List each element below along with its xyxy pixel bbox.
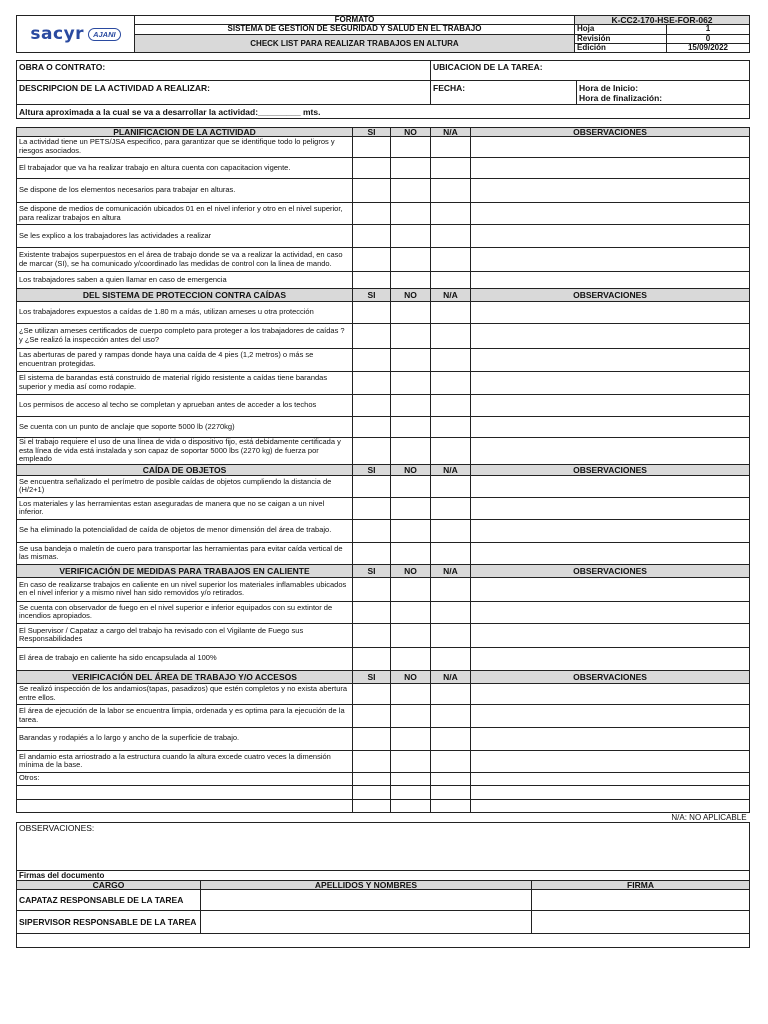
checklist-item-text: Se ha eliminado la potencialidad de caída de objetos de menor dimensión del área de trabajo. — [17, 519, 353, 542]
observation-cell[interactable] — [471, 417, 750, 438]
na-checkbox[interactable] — [431, 475, 471, 497]
checklist-row — [17, 799, 750, 812]
si-checkbox[interactable] — [353, 542, 391, 564]
hoja-value: 1 — [667, 25, 750, 34]
na-checkbox[interactable] — [431, 302, 471, 324]
supervisor-signature-field[interactable] — [532, 911, 750, 934]
checklist-row — [17, 179, 750, 203]
si-checkbox[interactable] — [353, 324, 391, 349]
si-checkbox[interactable] — [353, 647, 391, 670]
col-obs-header: OBSERVACIONES — [471, 289, 750, 302]
fecha-label: FECHA: — [433, 83, 466, 93]
si-checkbox[interactable] — [353, 349, 391, 372]
na-checkbox[interactable] — [431, 248, 471, 272]
observation-cell[interactable] — [471, 542, 750, 564]
checklist-row — [17, 417, 750, 438]
checklist-row — [17, 750, 750, 772]
observation-cell[interactable] — [471, 623, 750, 647]
na-checkbox[interactable] — [431, 395, 471, 417]
no-checkbox[interactable] — [391, 497, 431, 519]
si-checkbox[interactable] — [353, 785, 391, 799]
si-checkbox[interactable] — [353, 302, 391, 324]
col-obs-header: OBSERVACIONES — [471, 564, 750, 577]
na-checkbox[interactable] — [431, 772, 471, 785]
na-checkbox[interactable] — [431, 179, 471, 203]
section-header — [17, 464, 750, 475]
cargo-header: CARGO — [17, 881, 201, 890]
si-checkbox[interactable] — [353, 438, 391, 465]
checklist-row — [17, 248, 750, 272]
checklist-item-text: Los permisos de acceso al techo se completan y aprueban antes de acceder a los techos — [17, 395, 353, 417]
observation-cell[interactable] — [471, 203, 750, 225]
na-checkbox[interactable] — [431, 785, 471, 799]
si-checkbox[interactable] — [353, 727, 391, 750]
hora-inicio-label: Hora de Inicio: — [579, 83, 639, 93]
checklist-item-text: Las aberturas de pared y rampas donde haya una caída de 4 pies (1,2 metros) o más se encuentran protegidas. — [17, 349, 353, 372]
col-si-header: SI — [353, 564, 391, 577]
col-na-header: N/A — [431, 670, 471, 683]
observation-cell[interactable] — [471, 519, 750, 542]
checklist-item-text: El área de trabajo en caliente ha sido encapsulada al 100% — [17, 647, 353, 670]
na-checkbox[interactable] — [431, 438, 471, 465]
section-title: VERIFICACIÓN DE MEDIDAS PARA TRABAJOS EN CALIENTE — [17, 564, 353, 577]
si-checkbox[interactable] — [353, 137, 391, 158]
checklist-row — [17, 203, 750, 225]
checklist-item-text: Se cuenta con un punto de anclaje que soporte 5000 lb (2270kg) — [17, 417, 353, 438]
na-checkbox[interactable] — [431, 704, 471, 727]
observation-cell[interactable] — [471, 727, 750, 750]
col-na-header: N/A — [431, 564, 471, 577]
no-checkbox[interactable] — [391, 372, 431, 395]
observation-cell[interactable] — [471, 750, 750, 772]
supervisor-name-field[interactable] — [201, 911, 532, 934]
no-checkbox[interactable] — [391, 179, 431, 203]
edicion-value: 15/09/2022 — [667, 43, 750, 52]
checklist-row — [17, 137, 750, 158]
checklist-row — [17, 623, 750, 647]
checklist-row — [17, 158, 750, 179]
observaciones-field[interactable] — [17, 823, 750, 871]
checklist-item-text: ¿Se utilizan arneses certificados de cuerpo completo para proteger a los trabajadores de caídas ? y ¿Se realizó la inspección antes del uso? — [17, 324, 353, 349]
checklist-row — [17, 704, 750, 727]
checklist-item-text: Se dispone de los elementos necesarios para trabajar en alturas. — [17, 179, 353, 203]
col-no-header: NO — [391, 564, 431, 577]
checklist-item-text: En caso de realizarse trabajos en caliente en un nivel superior los materiales inflamables ubicados en el nivel inferior y a mismo nivel han sido removidos y/o retirados. — [17, 577, 353, 601]
si-checkbox[interactable] — [353, 203, 391, 225]
section-header — [17, 564, 750, 577]
checklist-item-text: Si el trabajo requiere el uso de una línea de vida o dispositivo fijo, está debidamente certificada y esta línea de vida está instalada y son capaz de soportar 5000 lbs (2270 kg) de fuerza por empleado — [17, 438, 353, 465]
checklist-item-text: Los trabajadores saben a quien llamar en caso de emergencia — [17, 272, 353, 289]
na-note: N/A: NO APLICABLE — [671, 813, 747, 823]
checklist-row — [17, 772, 750, 785]
no-checkbox[interactable] — [391, 647, 431, 670]
si-checkbox[interactable] — [353, 772, 391, 785]
hora-fin-label: Hora de finalización: — [579, 93, 663, 103]
checklist-item-text: El sistema de barandas está construido de material rígido resistente a caídas tiene barandas superior y media así como rodapie. — [17, 372, 353, 395]
observation-cell[interactable] — [471, 772, 750, 785]
no-checkbox[interactable] — [391, 519, 431, 542]
ubicacion-field[interactable] — [431, 61, 750, 81]
si-checkbox[interactable] — [353, 799, 391, 812]
no-checkbox[interactable] — [391, 475, 431, 497]
observation-cell[interactable] — [471, 799, 750, 812]
section-header — [17, 670, 750, 683]
checklist-row — [17, 683, 750, 704]
checklist-row — [17, 395, 750, 417]
si-checkbox[interactable] — [353, 248, 391, 272]
na-checkbox[interactable] — [431, 158, 471, 179]
no-checkbox[interactable] — [391, 395, 431, 417]
si-checkbox[interactable] — [353, 750, 391, 772]
si-checkbox[interactable] — [353, 179, 391, 203]
observation-cell[interactable] — [471, 683, 750, 704]
col-si-header: SI — [353, 670, 391, 683]
edicion-label: Edición — [575, 43, 667, 52]
checklist-row — [17, 647, 750, 670]
logo — [17, 16, 135, 53]
no-checkbox[interactable] — [391, 324, 431, 349]
observation-cell[interactable] — [471, 704, 750, 727]
si-checkbox[interactable] — [353, 577, 391, 601]
checklist-item-text: El área de ejecución de la labor se encuentra limpia, ordenada y es optima para la ejecución de la tarea. — [17, 704, 353, 727]
col-si-header: SI — [353, 464, 391, 475]
col-no-header: NO — [391, 289, 431, 302]
observation-cell[interactable] — [471, 785, 750, 799]
observation-cell[interactable] — [471, 272, 750, 289]
no-checkbox[interactable] — [391, 203, 431, 225]
obra-label: OBRA O CONTRATO: — [19, 62, 106, 72]
fecha-field[interactable] — [431, 81, 577, 105]
checklist-row — [17, 542, 750, 564]
observation-cell[interactable] — [471, 349, 750, 372]
observation-cell[interactable] — [471, 497, 750, 519]
capataz-name-field[interactable] — [201, 890, 532, 911]
na-checkbox[interactable] — [431, 542, 471, 564]
no-checkbox[interactable] — [391, 704, 431, 727]
revision-label: Revisión — [575, 34, 667, 43]
col-no-header: NO — [391, 128, 431, 137]
checklist-row — [17, 785, 750, 799]
observation-cell[interactable] — [471, 475, 750, 497]
hoja-label: Hoja — [575, 25, 667, 34]
no-checkbox[interactable] — [391, 772, 431, 785]
observation-cell[interactable] — [471, 601, 750, 623]
observation-cell[interactable] — [471, 395, 750, 417]
no-checkbox[interactable] — [391, 272, 431, 289]
na-checkbox[interactable] — [431, 647, 471, 670]
checklist-row — [17, 324, 750, 349]
info-block — [16, 60, 750, 119]
altura-label: Altura aproximada a la cual se va a desarrollar la actividad:_________ mts. — [19, 106, 321, 117]
si-checkbox[interactable] — [353, 372, 391, 395]
checklist-item-text: El trabajador que va ha realizar trabajo en altura cuenta con capacitacion vigente. — [17, 158, 353, 179]
capataz-signature-field[interactable] — [532, 890, 750, 911]
na-checkbox[interactable] — [431, 577, 471, 601]
firmas-label: Firmas del documento — [17, 871, 750, 881]
col-obs-header: OBSERVACIONES — [471, 464, 750, 475]
footer-bottom-row — [17, 934, 750, 948]
no-checkbox[interactable] — [391, 750, 431, 772]
observation-cell[interactable] — [471, 158, 750, 179]
ajani-logo: AJANI — [88, 28, 121, 41]
checklist-row — [17, 438, 750, 465]
no-checkbox[interactable] — [391, 225, 431, 248]
na-checkbox[interactable] — [431, 372, 471, 395]
col-na-header: N/A — [431, 464, 471, 475]
no-checkbox[interactable] — [391, 799, 431, 812]
checklist-table — [16, 127, 750, 813]
na-checkbox[interactable] — [431, 137, 471, 158]
checklist-row — [17, 272, 750, 289]
col-na-header: N/A — [431, 289, 471, 302]
observation-cell[interactable] — [471, 577, 750, 601]
checklist-item-text: La actividad tiene un PETS/JSA especifico, para garantizar que se identifique todo lo peligros y riesgos asociados. — [17, 137, 353, 158]
si-checkbox[interactable] — [353, 623, 391, 647]
si-checkbox[interactable] — [353, 601, 391, 623]
checklist-item-text: Otros: — [17, 772, 353, 785]
checklist-item-text: Se dispone de medios de comunicación ubicados 01 en el nivel inferior y otro en el nivel superior, para realizar trabajos en altura — [17, 203, 353, 225]
checklist-item-text: Se encuentra señalizado el perímetro de posible caídas de objetos cumpliendo la distancia de (H/2+1) — [17, 475, 353, 497]
descripcion-field[interactable] — [17, 81, 431, 105]
descripcion-label: DESCRIPCION DE LA ACTIVIDAD A REALIZAR: — [19, 83, 210, 93]
si-checkbox[interactable] — [353, 497, 391, 519]
observation-cell[interactable] — [471, 324, 750, 349]
na-checkbox[interactable] — [431, 601, 471, 623]
no-checkbox[interactable] — [391, 302, 431, 324]
checklist-row — [17, 302, 750, 324]
na-checkbox[interactable] — [431, 519, 471, 542]
section-header — [17, 289, 750, 302]
col-si-header: SI — [353, 128, 391, 137]
section-title: VERIFICACIÓN DEL ÁREA DE TRABAJO Y/O ACCESOS — [17, 670, 353, 683]
na-checkbox[interactable] — [431, 349, 471, 372]
observation-cell[interactable] — [471, 302, 750, 324]
section-header — [17, 128, 750, 137]
checklist-item-text — [17, 785, 353, 799]
na-checkbox[interactable] — [431, 497, 471, 519]
observation-cell[interactable] — [471, 137, 750, 158]
checklist-row — [17, 601, 750, 623]
role-capataz: CAPATAZ RESPONSABLE DE LA TAREA — [17, 890, 201, 911]
col-na-header: N/A — [431, 128, 471, 137]
section-title: PLANIFICACION DE LA ACTIVIDAD — [17, 128, 353, 137]
firma-header: FIRMA — [532, 881, 750, 890]
checklist-item-text — [17, 799, 353, 812]
no-checkbox[interactable] — [391, 438, 431, 465]
si-checkbox[interactable] — [353, 272, 391, 289]
revision-value: 0 — [667, 34, 750, 43]
formato-label: FORMATO — [135, 16, 575, 25]
na-checkbox[interactable] — [431, 750, 471, 772]
form-header — [16, 15, 750, 53]
si-checkbox[interactable] — [353, 395, 391, 417]
checklist-row — [17, 497, 750, 519]
observation-cell[interactable] — [471, 248, 750, 272]
na-checkbox[interactable] — [431, 727, 471, 750]
na-checkbox[interactable] — [431, 324, 471, 349]
si-checkbox[interactable] — [353, 519, 391, 542]
checklist-row — [17, 372, 750, 395]
role-supervisor: SIPERVISOR RESPONSABLE DE LA TAREA — [17, 911, 201, 934]
no-checkbox[interactable] — [391, 417, 431, 438]
observation-cell[interactable] — [471, 372, 750, 395]
col-no-header: NO — [391, 464, 431, 475]
checklist-row — [17, 727, 750, 750]
checklist-item-text: El andamio esta arriostrado a la estructura cuando la altura excede cuatro veces la dimensión mínima de la base. — [17, 750, 353, 772]
na-checkbox[interactable] — [431, 417, 471, 438]
na-checkbox[interactable] — [431, 799, 471, 812]
checklist-row — [17, 475, 750, 497]
na-checkbox[interactable] — [431, 272, 471, 289]
no-checkbox[interactable] — [391, 623, 431, 647]
checklist-item-text: El Supervisor / Capataz a cargo del trabajo ha revisado con el Vigilante de Fuego sus Responsabilidades — [17, 623, 353, 647]
ubicacion-label: UBICACION DE LA TAREA: — [433, 62, 543, 72]
altura-field[interactable] — [17, 105, 750, 119]
na-checkbox[interactable] — [431, 203, 471, 225]
si-checkbox[interactable] — [353, 417, 391, 438]
section-title: DEL SISTEMA DE PROTECCION CONTRA CAÍDAS — [17, 289, 353, 302]
si-checkbox[interactable] — [353, 225, 391, 248]
no-checkbox[interactable] — [391, 727, 431, 750]
checklist-item-text: Los trabajadores expuestos a caídas de 1.80 m a más, utilizan arneses u otra protección — [17, 302, 353, 324]
checklist-item-text: Se usa bandeja o maletín de cuero para transportar las herramientas para evitar caída vertical de las mismas. — [17, 542, 353, 564]
na-checkbox[interactable] — [431, 683, 471, 704]
checklist-row — [17, 577, 750, 601]
obra-field[interactable] — [17, 61, 431, 81]
no-checkbox[interactable] — [391, 158, 431, 179]
no-checkbox[interactable] — [391, 137, 431, 158]
nombres-header: APELLIDOS Y NOMBRES — [201, 881, 532, 890]
checklist-item-text: Existente trabajos superpuestos en el área de trabajo donde se va a realizar la actividad, en caso de marcar (SI), se ha comunicado y/coordinado las medidas de control con la linea de mando. — [17, 248, 353, 272]
no-checkbox[interactable] — [391, 683, 431, 704]
observation-cell[interactable] — [471, 438, 750, 465]
document-title: CHECK LIST PARA REALIZAR TRABAJOS EN ALTURA — [135, 34, 575, 53]
no-checkbox[interactable] — [391, 601, 431, 623]
checklist-item-text: Barandas y rodapiés a lo largo y ancho de la superficie de trabajo. — [17, 727, 353, 750]
observation-cell[interactable] — [471, 225, 750, 248]
col-si-header: SI — [353, 289, 391, 302]
checklist-item-text: Se realizó inspección de los andamios(tapas, pasadizos) que estén completos y no exista abertura entre ellos. — [17, 683, 353, 704]
checklist-item-text: Se cuenta con observador de fuego en el nivel superior e inferior equipados con su extintor de incendios apropiados. — [17, 601, 353, 623]
checklist-row — [17, 225, 750, 248]
checklist-row — [17, 519, 750, 542]
no-checkbox[interactable] — [391, 542, 431, 564]
col-no-header: NO — [391, 670, 431, 683]
sistema-title: SISTEMA DE GESTION DE SEGURIDAD Y SALUD EN EL TRABAJO — [135, 25, 575, 34]
no-checkbox[interactable] — [391, 577, 431, 601]
no-checkbox[interactable] — [391, 248, 431, 272]
col-obs-header: OBSERVACIONES — [471, 128, 750, 137]
si-checkbox[interactable] — [353, 683, 391, 704]
observation-cell[interactable] — [471, 647, 750, 670]
checklist-item-text: Se les explico a los trabajadores las actividades a realizar — [17, 225, 353, 248]
checklist-item-text: Los materiales y las herramientas estan aseguradas de manera que no se caigan a un nivel inferior. — [17, 497, 353, 519]
na-checkbox[interactable] — [431, 225, 471, 248]
observation-cell[interactable] — [471, 179, 750, 203]
no-checkbox[interactable] — [391, 785, 431, 799]
col-obs-header: OBSERVACIONES — [471, 670, 750, 683]
form-code: K-CC2-170-HSE-FOR-062 — [575, 16, 750, 25]
sacyr-logo: sacyr — [30, 24, 85, 44]
checklist-form — [16, 15, 749, 948]
si-checkbox[interactable] — [353, 158, 391, 179]
footer-block — [16, 813, 750, 949]
si-checkbox[interactable] — [353, 475, 391, 497]
section-title: CAÍDA DE OBJETOS — [17, 464, 353, 475]
checklist-row — [17, 349, 750, 372]
observaciones-label: OBSERVACIONES: — [19, 823, 95, 834]
na-checkbox[interactable] — [431, 623, 471, 647]
no-checkbox[interactable] — [391, 349, 431, 372]
si-checkbox[interactable] — [353, 704, 391, 727]
hora-field[interactable] — [577, 81, 750, 105]
